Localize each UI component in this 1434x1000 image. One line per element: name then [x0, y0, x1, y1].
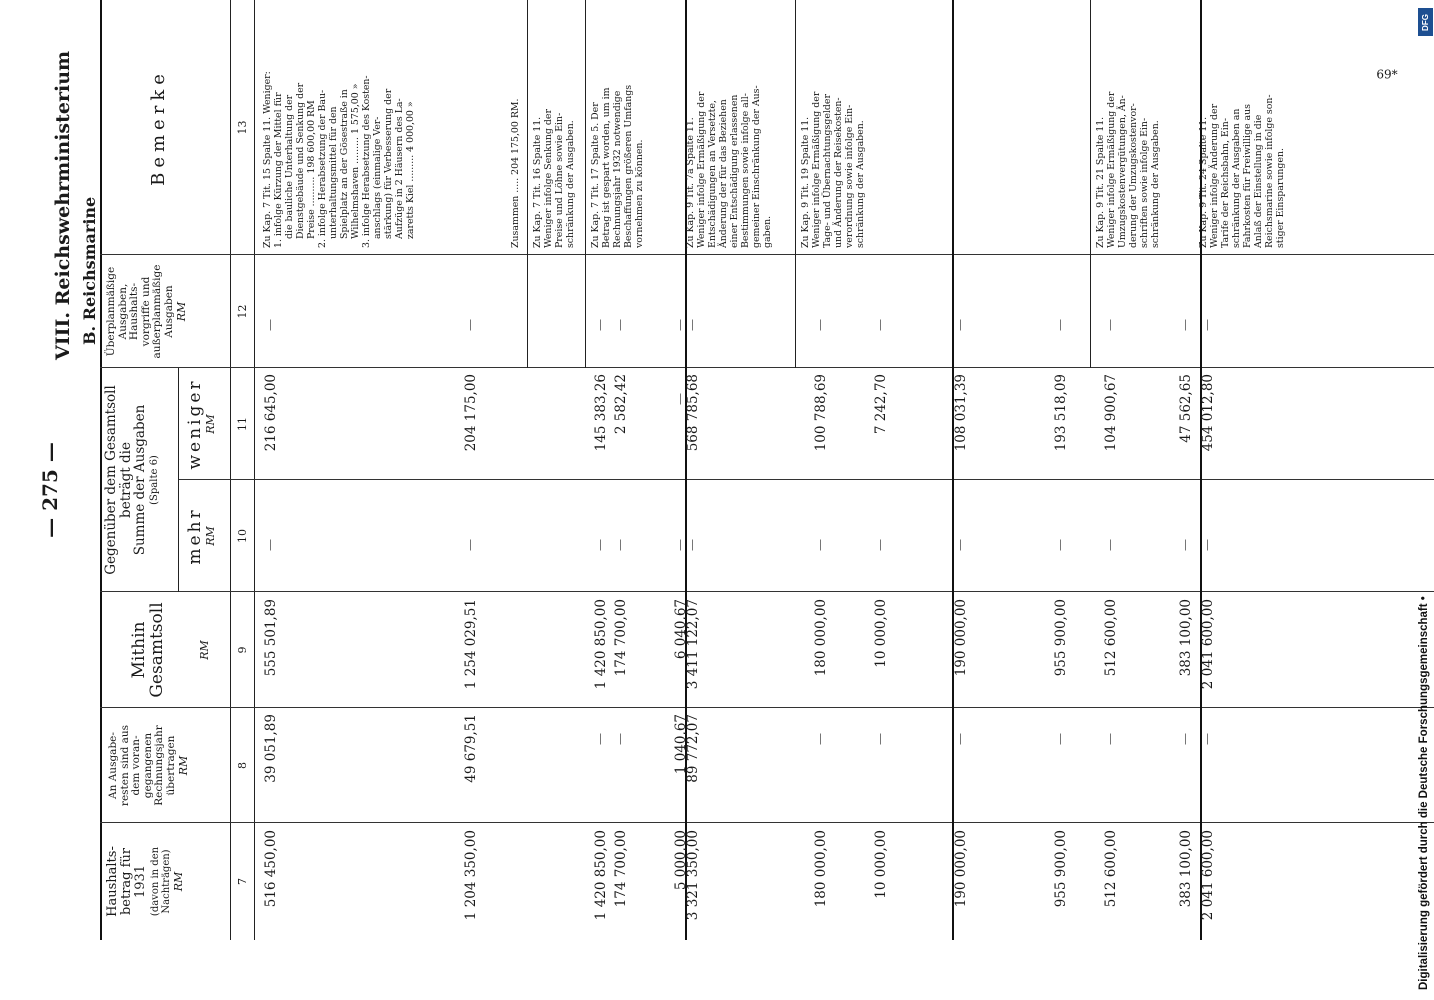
note-kap9-tit19: Zu Kap. 9 Tit. 19 Spalte 11. Weniger infolge Ermäßigung der Tage- und Übernachtungsgelder und Änderung der Reisekosten- verordnung sowie infolge Ein- schränkung der Ausgaben. — [800, 91, 866, 248]
col10-number: 10 — [236, 529, 249, 543]
col8-unit: RM — [177, 755, 190, 776]
cell-c11: 568 785,68 — [685, 374, 701, 452]
cell-c12: — — [813, 319, 827, 331]
section-subtitle: B. Reichsmarine — [80, 196, 99, 345]
cell-c12: — — [1103, 319, 1117, 331]
cell-c10: — — [463, 539, 477, 551]
cell-c9: 512 600,00 — [1103, 599, 1119, 677]
cell-c7: 1 420 850,00 — [593, 830, 609, 921]
col13-header: Bemerke — [148, 69, 169, 186]
cell-c7: 190 000,00 — [953, 830, 969, 908]
cell-c12: — — [463, 319, 477, 331]
cell-c9: 10 000,00 — [873, 599, 889, 668]
note-kap9-tit7a: Zu Kap. 9 Tit. 7a Spalte 11. Weniger infolge Ermäßigung der Entschädigungen an Versetzte, Änderung der für das Beziehen einer Entschädigung erlassenen Bestimmungen sowie infolge all- gemeiner Einschränkung der Aus- gaben. — [685, 85, 773, 248]
cell-c10: — — [673, 539, 687, 551]
subheader-rule — [178, 368, 179, 592]
cell-c9: 6 040,67 — [673, 599, 689, 660]
cell-c8: 1 040,67 — [673, 714, 689, 775]
col-divider — [100, 707, 1434, 708]
col13-number: 13 — [236, 120, 249, 135]
cell-c8: 49 679,51 — [463, 714, 479, 783]
col10-11-header: Gegenüber dem Gesamtsoll beträgt die Summe der Ausgaben — [103, 385, 148, 575]
cell-c11: 193 518,09 — [1053, 374, 1069, 452]
note-kap7-tit16: Zu Kap. 7 Tit. 16 Spalte 11. Weniger infolge Senkung der Preise und Löhne sowie Ein- schränkung der Ausgaben. — [532, 109, 576, 248]
cell-c8: — — [593, 733, 607, 745]
col9-unit: RM — [198, 640, 211, 660]
cell-c12: — — [1178, 319, 1192, 331]
col-divider — [178, 479, 1434, 480]
cell-c8: 89 772,07 — [685, 714, 701, 783]
cell-c9: 555 501,89 — [263, 599, 279, 677]
cell-c12: — — [953, 319, 967, 331]
section-title: VIII. Reichswehrministerium — [52, 50, 74, 360]
cell-c10: — — [873, 539, 887, 551]
cell-c7: 516 450,00 — [263, 830, 279, 908]
cell-c8: — — [873, 733, 887, 745]
cell-c10: — — [1178, 539, 1192, 551]
cell-c8: — — [1103, 733, 1117, 745]
cell-c7: 10 000,00 — [873, 830, 889, 899]
cell-c10: — — [813, 539, 827, 551]
page-suffix: 69* — [1376, 67, 1398, 82]
cell-c7: 512 600,00 — [1103, 830, 1119, 908]
cell-c10: — — [593, 539, 607, 551]
note-rule — [527, 0, 528, 368]
col7-unit: RM — [172, 871, 185, 892]
cell-c11: 108 031,39 — [953, 374, 969, 452]
cell-c11: 7 242,70 — [873, 374, 889, 435]
cell-c12: — — [873, 319, 887, 331]
col11-number: 11 — [236, 417, 249, 431]
col8-number: 8 — [236, 762, 249, 769]
col7-header: Haushalts- betrag für 1931 — [105, 846, 148, 917]
col12-unit: RM — [175, 301, 188, 322]
cell-c9: 2 041 600,00 — [1200, 599, 1216, 690]
cell-c9: 174 700,00 — [613, 599, 629, 677]
cell-c7: 180 000,00 — [813, 830, 829, 908]
cell-c7: 5 000,00 — [673, 830, 689, 891]
cell-c11: 216 645,00 — [263, 374, 279, 452]
note-kap7-tit17: Zu Kap. 7 Tit. 17 Spalte 5. Der Betrag ist gespart worden, um im Rechnungsjahr 1932 notwendige Beschaffungen größeren Umfangs vornehmen zu können. — [590, 84, 645, 248]
cell-c10: — — [1200, 539, 1214, 551]
page-number: — 275 — — [38, 442, 62, 538]
cell-c8: — — [1200, 733, 1214, 745]
cell-c11: 104 900,67 — [1103, 374, 1119, 452]
cell-c12: — — [593, 319, 607, 331]
cell-c12: — — [613, 319, 627, 331]
cell-c8: — — [813, 733, 827, 745]
colno-rule — [254, 0, 255, 940]
cell-c7: 3 321 350,00 — [685, 830, 701, 921]
cell-c10: — — [953, 539, 967, 551]
cell-c11: — — [673, 393, 687, 405]
cell-c10: — — [1103, 539, 1117, 551]
cell-c7: 383 100,00 — [1178, 830, 1194, 908]
cell-c11: 100 788,69 — [813, 374, 829, 452]
cell-c9: 955 900,00 — [1053, 599, 1069, 677]
cell-c12: — — [673, 319, 687, 331]
cell-c9: 3 411 122,07 — [685, 599, 701, 690]
cell-c9: 1 420 850,00 — [593, 599, 609, 690]
col8-header: An Ausgabe- resten sind aus dem voran- gegangenen Rechnungsjahr übertragen — [107, 724, 177, 807]
cell-c11: 454 012,80 — [1200, 374, 1216, 452]
cell-c10: — — [613, 539, 627, 551]
digitization-credit: Digitalisierung gefördert durch die Deutsche Forschungsgemeinschaft • — [1418, 596, 1430, 990]
col7-number: 7 — [236, 878, 249, 885]
cell-c11: 2 582,42 — [613, 374, 629, 435]
cell-c9: 180 000,00 — [813, 599, 829, 677]
col12-header: Überplanmäßige Ausgaben, Haushalts- vorgriffe und außerplanmäßige Ausgaben — [105, 264, 175, 359]
cell-c11: 47 562,65 — [1178, 374, 1194, 443]
col10-11-subheader: (Spalte 6) — [148, 455, 160, 505]
col10-header: mehr — [185, 507, 205, 565]
col12-number: 12 — [236, 304, 249, 319]
cell-c10: — — [1053, 539, 1067, 551]
cell-c10: — — [685, 539, 699, 551]
note-kap7-tit15: Zu Kap. 7 Tit. 15 Spalte 11. Weniger: 1. infolge Kürzung der Mittel für die bauliche Unterhaltung der Dienstgebäude und Senkung der Preise .......... 198 600,00 RM 2. infolge Herabsetzung der Bau- unterhaltungsmittel für den Spielplatz an der Gösestraße in Wilhelmshaven ......... 1 575,00 » 3. infolge Herabsetzung des Kosten- anschlags (einmalige Ver- stärkung) für Verbesserung der Aufzüge in 2 Häusern des La- zaretts Kiel ......... 4 000,00 » — [262, 71, 416, 248]
cell-c8: — — [613, 733, 627, 745]
col11-header: weniger — [185, 378, 205, 470]
cell-c8: — — [953, 733, 967, 745]
note-kap9-tit24: Zu Kap. 9 Tit. 24 Spalte 11. Weniger infolge Änderung der Tarife der Reichsbahn, Ein- schränkung der Ausgaben an Fahrkosten für Freiwillige aus Anlaß der Einstellung in die Reichsmarine sowie infolge son- stiger Einsparungen. — [1198, 94, 1286, 248]
col9-header: Mithin Gesamtsoll — [129, 602, 167, 698]
cell-c9: 190 000,00 — [953, 599, 969, 677]
cell-c12: — — [1053, 319, 1067, 331]
cell-c7: 2 041 600,00 — [1200, 830, 1216, 921]
col11-unit: RM — [204, 414, 217, 434]
note-rule — [585, 0, 586, 368]
col-divider — [100, 591, 1434, 592]
col9-number: 9 — [236, 646, 249, 654]
table-top-rule — [100, 0, 102, 940]
cell-c7: 1 204 350,00 — [463, 830, 479, 921]
note-kap9-tit21: Zu Kap. 9 Tit. 21 Spalte 11. Weniger infolge Ermäßigung der Umzugskostenvergütungen, Än- derung der Umzugskostenvor- schriften sowie infolge Ein- schränkung der Ausgaben. — [1095, 91, 1161, 248]
cell-c11: 145 383,26 — [593, 374, 609, 452]
cell-c8: 39 051,89 — [263, 714, 279, 783]
note-rule — [1090, 0, 1091, 368]
note-rule — [795, 0, 796, 368]
cell-c12: — — [1200, 319, 1214, 331]
cell-c8: — — [1053, 733, 1067, 745]
cell-c9: 383 100,00 — [1178, 599, 1194, 677]
cell-c12: — — [263, 319, 277, 331]
note-kap7-tit15-total: Zusammen ..... 204 175,00 RM. — [510, 98, 521, 248]
dfg-logo: DFG — [1418, 8, 1433, 36]
cell-c9: 1 254 029,51 — [463, 599, 479, 690]
cell-c12: — — [685, 319, 699, 331]
cell-c8: — — [1178, 733, 1192, 745]
cell-c7: 955 900,00 — [1053, 830, 1069, 908]
col-divider — [100, 367, 1434, 368]
col10-unit: RM — [204, 526, 217, 546]
cell-c7: 174 700,00 — [613, 830, 629, 908]
cell-c11: 204 175,00 — [463, 374, 479, 452]
col-divider — [100, 254, 1434, 255]
header-rule — [230, 0, 231, 940]
col7-subheader: (davon in den Nachträgen) — [150, 846, 172, 917]
col-divider — [100, 822, 1434, 823]
cell-c10: — — [263, 539, 277, 551]
